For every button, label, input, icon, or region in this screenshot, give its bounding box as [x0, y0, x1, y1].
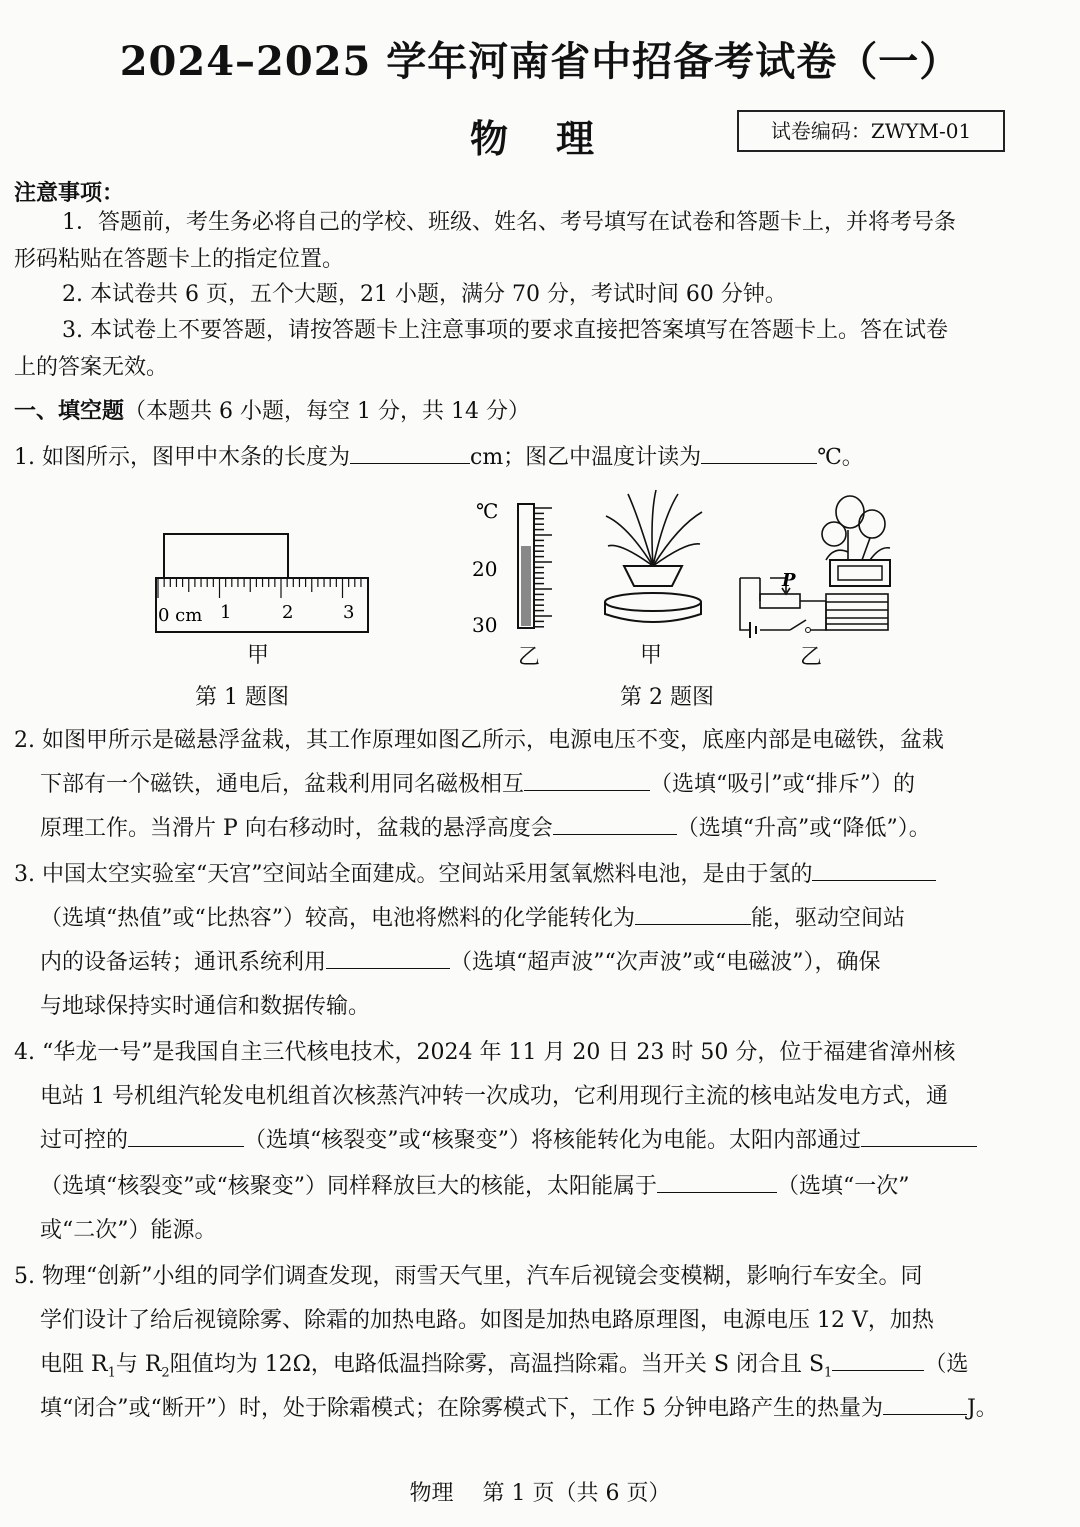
plant-leaves — [606, 490, 702, 566]
electromagnet-coil — [826, 594, 888, 630]
ruler-label-3: 3 — [343, 602, 355, 623]
notice-item-1-line-2: 形码粘贴在答题卡上的指定位置。 — [14, 247, 345, 272]
q4-line-3 — [40, 1126, 977, 1156]
section-1-heading-row — [14, 396, 530, 427]
q3-blank-1[interactable] — [812, 860, 936, 881]
wooden-strip — [164, 534, 288, 578]
base-top — [605, 593, 701, 611]
q4-line-1: 4. “华龙一号”是我国自主三代核电技术，2024 年 11 月 20 日 23 时 50 分，位于福建省漳州核 — [14, 1040, 956, 1065]
q1-part-2: cm；图乙中温度计读为 — [470, 445, 702, 470]
paper-code-box: 试卷编码：ZWYM-01 — [737, 110, 1005, 152]
q5-blank-1[interactable] — [832, 1350, 924, 1371]
q4-line-2: 电站 1 号机组汽轮发电机组首次核蒸汽冲转一次成功，它利用现行主流的核电站发电方式，通 — [40, 1084, 948, 1109]
fig1-thermometer-diagram — [468, 498, 558, 638]
switch-contact — [806, 628, 811, 633]
q3-line-2a: （选填“热值”或“比热容”）较高，电池将燃料的化学能转化为 — [40, 906, 635, 931]
r1-subscript: 1 — [107, 1365, 116, 1381]
q5-line-4a: 填“闭合”或“断开”）时，处于除霜模式；在除雾模式下，工作 5 分钟电路产生的热量为 — [40, 1396, 883, 1421]
section-1-note: （本题共 6 小题，每空 1 分，共 14 分） — [124, 399, 530, 424]
ruler-ticks — [158, 578, 361, 598]
page-footer: 物理 第 1 页（共 6 页） — [409, 1481, 671, 1506]
thermometer-label-20: 20 — [472, 557, 498, 581]
fig2-sub-label-b: 乙 — [800, 645, 823, 670]
q1-part-1: 1. 如图所示，图甲中木条的长度为 — [14, 445, 350, 470]
notice-item-3-line-1: 3. 本试卷上不要答题，请按答题卡上注意事项的要求直接把答案填写在答题卡上。答在试卷 — [62, 318, 948, 343]
fig2-caption: 第 2 题图 — [620, 685, 714, 710]
q2-blank-1[interactable] — [524, 770, 650, 791]
q4-line-3b: （选填“核裂变”或“核聚变”）将核能转化为电能。太阳内部通过 — [244, 1128, 862, 1153]
q2-line-3 — [40, 814, 931, 844]
q5-line-1: 5. 物理“创新”小组的同学们调查发现，雨雪天气里，汽车后视镜会变模糊，影响行车安全。同 — [14, 1264, 923, 1289]
q4-line-4 — [40, 1172, 910, 1202]
battery-symbol — [750, 622, 756, 638]
q4-line-5: 或“二次”）能源。 — [40, 1218, 217, 1243]
thermometer-unit: ℃ — [476, 499, 499, 523]
subject-title: 物理 — [470, 116, 643, 161]
q3-line-3b: （选填“超声波”“次声波”或“电磁波”），确保 — [450, 950, 881, 975]
slider-label-p: P — [782, 570, 796, 591]
question-1 — [14, 443, 864, 473]
s1-subscript: 1 — [824, 1365, 833, 1381]
q4-line-4b: （选填“一次” — [777, 1174, 910, 1199]
flower-pot — [830, 560, 890, 586]
q5-line-3a: 电阻 R — [40, 1352, 108, 1377]
q3-line-3a: 内的设备运转；通讯系统利用 — [40, 950, 327, 975]
q1-part-3: ℃。 — [817, 445, 864, 470]
q2-line-2a: 下部有一个磁铁，通电后，盆栽利用同名磁极相互 — [40, 772, 525, 797]
q4-line-4a: （选填“核裂变”或“核聚变”）同样释放巨大的核能，太阳能属于 — [40, 1174, 657, 1199]
q5-line-3b: 与 R — [115, 1352, 162, 1377]
q4-line-3a: 过可控的 — [40, 1128, 129, 1153]
rheostat — [760, 594, 800, 608]
q5-line-3c: 阻值均为 12Ω，电路低温挡除雾，高温挡除霜。当开关 S 闭合且 S — [169, 1352, 825, 1377]
q2-line-2 — [40, 770, 915, 800]
r2-subscript: 2 — [161, 1365, 170, 1381]
q3-blank-2[interactable] — [635, 904, 751, 925]
q5-line-4 — [40, 1394, 998, 1424]
fig1-ruler-diagram — [150, 528, 380, 638]
q5-line-4b: J。 — [966, 1396, 998, 1421]
ruler-label-1: 1 — [220, 602, 232, 623]
thermometer-liquid — [521, 546, 531, 626]
q3-line-4: 与地球保持实时通信和数据传输。 — [40, 994, 371, 1019]
flower-drawing — [822, 496, 890, 560]
q5-line-3 — [40, 1350, 968, 1388]
ruler-label-2: 2 — [282, 602, 294, 623]
fig2-circuit-diagram — [730, 490, 910, 640]
notice-item-1-line-1: 1．答题前，考生务必将自己的学校、班级、姓名、考号填写在试卷和答题卡上，并将考号条 — [62, 210, 957, 235]
fig1-sub-label-b: 乙 — [518, 645, 541, 670]
fig2-maglev-plant — [598, 486, 708, 632]
notice-item-3-line-2: 上的答案无效。 — [14, 355, 169, 380]
q3-line-3 — [40, 948, 881, 978]
q2-line-1: 2. 如图甲所示是磁悬浮盆栽，其工作原理如图乙所示，电源电压不变，底座内部是电磁铁，盆栽 — [14, 728, 944, 753]
q3-line-2b: 能，驱动空间站 — [751, 906, 906, 931]
plant-pot — [624, 566, 682, 586]
section-1-heading: 一、填空题 — [14, 398, 125, 424]
q5-line-2: 学们设计了给后视镜除雾、除霜的加热电路。如图是加热电路原理图，电源电压 12 V，加热 — [40, 1308, 934, 1333]
thermometer-ticks — [534, 508, 552, 627]
q4-blank-3[interactable] — [657, 1172, 777, 1193]
q5-blank-2[interactable] — [883, 1394, 967, 1415]
fig1-caption: 第 1 题图 — [195, 685, 289, 710]
q3-line-1 — [14, 860, 936, 890]
notice-heading: 注意事项： — [14, 180, 125, 206]
q2-line-3a: 原理工作。当滑片 P 向右移动时，盆栽的悬浮高度会 — [40, 816, 553, 841]
q3-line-2 — [40, 904, 905, 934]
q1-blank-1[interactable] — [350, 443, 470, 464]
q2-blank-2[interactable] — [553, 814, 677, 835]
thermometer-label-30: 30 — [472, 613, 498, 637]
fig2-sub-label-a: 甲 — [640, 643, 663, 668]
q4-blank-2[interactable] — [861, 1126, 977, 1147]
fig1-sub-label-a: 甲 — [247, 643, 270, 668]
q1-blank-2[interactable] — [701, 443, 817, 464]
q2-line-2b: （选填“吸引”或“排斥”）的 — [650, 772, 916, 797]
notice-item-2: 2. 本试卷共 6 页，五个大题，21 小题，满分 70 分，考试时间 60 分钟。 — [62, 282, 787, 307]
q3-blank-3[interactable] — [326, 948, 450, 969]
q4-blank-1[interactable] — [128, 1126, 244, 1147]
q2-line-3b: （选填“升高”或“降低”）。 — [676, 816, 931, 841]
pot-inner-magnet — [838, 566, 882, 580]
q3-line-1-text: 3. 中国太空实验室“天宫”空间站全面建成。空间站采用氢氧燃料电池，是由于氢的 — [14, 862, 813, 887]
q5-line-3d: （选 — [924, 1352, 969, 1377]
ruler-label-0: 0 cm — [158, 605, 203, 626]
exam-title: 2024–2025 学年河南省中招备考试卷（一） — [119, 38, 961, 85]
